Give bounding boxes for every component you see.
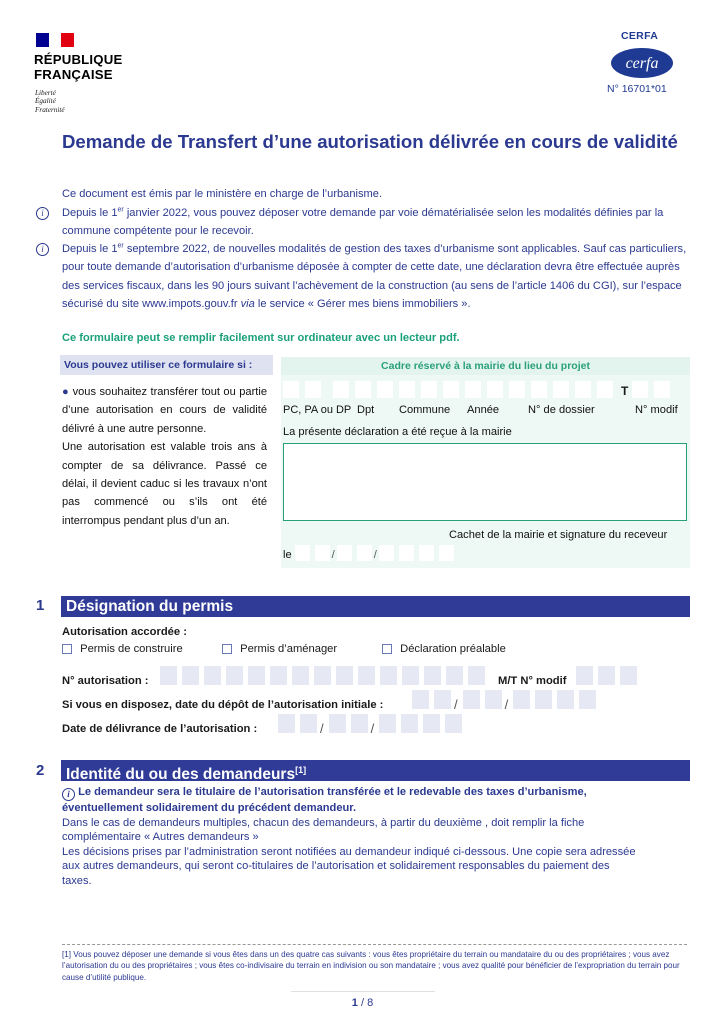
digit-box[interactable] (468, 666, 485, 685)
motto-fraternite: Fraternité (35, 105, 65, 114)
auth-number-field (160, 666, 490, 688)
digit-box[interactable] (553, 381, 569, 398)
digit-box[interactable] (654, 381, 670, 398)
digit-box[interactable] (160, 666, 177, 685)
use-box-text: ● vous souhaitez transférer tout ou partie d’une autorisation en cours de validité délivré à une autre personne. Une autorisation est valable trois ans à compter de sa délivrance. Passé ce délai, il devient caduc si les travaux n’ont pas commencé ou s’ils ont été interrompus pendant plus d’un an. (62, 386, 268, 527)
digit-box[interactable] (333, 381, 349, 398)
digit-box[interactable] (575, 381, 591, 398)
option-label: Permis de construire (80, 643, 183, 655)
deposit-date-label: Si vous en disposez, date du dépôt de l’autorisation initiale : (62, 699, 384, 711)
digit-box[interactable] (412, 690, 429, 709)
republic-motto (35, 89, 65, 114)
digit-box[interactable] (305, 381, 321, 398)
digit-box[interactable] (401, 714, 418, 733)
option-permis-amenager[interactable] (222, 643, 337, 655)
deposit-date-field: / / (412, 690, 601, 712)
intro-taxes: Depuis le 1er septembre 2022, de nouvelles modalités de gestion des taxes d’urbanisme sont applicables. Sauf cas particuliers, pour toute demande d’autorisation d’urbanisme déposée à compter de cette date, une déclaration devra être effectuée auprès des services fiscaux, dans les 90 jours suivant l’achèvement de la construction (au sens de l’article 1406 du CGI), sur l’espace sécurisé du site www.impots.gouv.fr via le service « Gérer mes biens immobiliers ». (62, 242, 687, 311)
digit-box[interactable] (204, 666, 221, 685)
auth-number-label: N° autorisation : (62, 675, 149, 687)
digit-box[interactable] (292, 666, 309, 685)
info-icon: i (62, 788, 75, 801)
label-annee: Année (467, 404, 500, 416)
digit-box[interactable] (443, 381, 459, 398)
page-divider (291, 991, 435, 992)
label-commune: Commune (399, 404, 451, 416)
digit-box[interactable] (513, 690, 530, 709)
reception-date-field: le / / (283, 545, 459, 561)
dossier-number-boxes (283, 381, 670, 398)
digit-box[interactable] (597, 381, 613, 398)
digit-box[interactable] (465, 381, 481, 398)
digit-box[interactable] (421, 381, 437, 398)
intro-dematerialisee: Depuis le 1er janvier 2022, vous pouvez déposer votre demande par voie dématérialisée selon les modalités définies par la commune compétente pour le recevoir. (62, 206, 664, 238)
option-declaration-prealable[interactable] (382, 643, 506, 655)
section2-number: 2 (36, 762, 45, 779)
digit-box[interactable] (509, 381, 525, 398)
digit-box[interactable] (336, 666, 353, 685)
digit-box[interactable] (579, 690, 596, 709)
digit-box[interactable] (283, 381, 299, 398)
cerfa-number: N° 16701*01 (607, 83, 667, 95)
digit-box[interactable] (445, 714, 462, 733)
digit-box[interactable] (399, 545, 414, 561)
t-letter: T (621, 384, 629, 398)
option-label: Déclaration préalable (400, 643, 506, 655)
mairie-box-header: Cadre réservé à la mairie du lieu du projet (281, 357, 690, 375)
use-box-title: Vous pouvez utiliser ce formulaire si : (60, 355, 273, 375)
digit-box[interactable] (182, 666, 199, 685)
delivery-date-field: / / (278, 714, 467, 736)
digit-box[interactable] (329, 714, 346, 733)
mt-modif-label: M/T N° modif (498, 675, 567, 687)
digit-box[interactable] (358, 666, 375, 685)
digit-box[interactable] (598, 666, 615, 685)
digit-box[interactable] (278, 714, 295, 733)
modif-number-field (576, 666, 642, 688)
label-modif: N° modif (635, 404, 678, 416)
section2-title: Identité du ou des demandeurs[1] (61, 760, 690, 781)
digit-box[interactable] (402, 666, 419, 685)
digit-box[interactable] (434, 690, 451, 709)
digit-box[interactable] (357, 545, 372, 561)
republique-line1: RÉPUBLIQUE (34, 52, 123, 67)
digit-box[interactable] (446, 666, 463, 685)
info-icon: i (36, 207, 49, 220)
cerfa-logo (610, 47, 674, 79)
cerfa-logo-text: cerfa (625, 55, 659, 72)
republique-francaise-logo (34, 53, 122, 82)
page-title: Demande de Transfert d’une autorisation délivrée en cours de validité (62, 131, 678, 152)
digit-box[interactable] (439, 545, 454, 561)
stamp-label: Cachet de la mairie et signature du receveur (449, 529, 668, 541)
reception-stamp-field[interactable] (283, 443, 687, 521)
checkbox[interactable] (222, 644, 232, 654)
digit-box[interactable] (487, 381, 503, 398)
page-number: 1 / 8 (351, 997, 374, 1009)
info-icon: i (36, 243, 49, 256)
republique-line2: FRANÇAISE (34, 66, 113, 82)
section1-title: Désignation du permis (61, 596, 690, 617)
digit-box[interactable] (379, 714, 396, 733)
intro-line1: Ce document est émis par le ministère en charge de l’urbanisme. (62, 188, 383, 200)
received-label: La présente déclaration a été reçue à la mairie (283, 426, 512, 438)
digit-box[interactable] (620, 666, 637, 685)
digit-box[interactable] (377, 381, 393, 398)
digit-box[interactable] (380, 666, 397, 685)
digit-box[interactable] (226, 666, 243, 685)
motto-liberte: Liberté (35, 89, 56, 97)
digit-box[interactable] (399, 381, 415, 398)
bullet-icon: ● (62, 386, 70, 398)
digit-box[interactable] (485, 690, 502, 709)
digit-box[interactable] (351, 714, 368, 733)
section2-info: i Le demandeur sera le titulaire de l’autorisation transférée et le redevable des taxes d’urbanisme, éventuellement solidairement du précédent demandeur. Dans le cas de demandeurs multiples, chacun des demandeurs, à partir du deuxième , doit remplir la fiche complémentaire « Autres demandeurs » Les décisions prises par l’administration seront notifiées au demandeur indiqué ci-dessous. Une copie sera adressée aux autres demandeurs, qui seront co-titulaires de l’autorisation et solidairement responsables du paiement des taxes. (62, 786, 636, 887)
digit-box[interactable] (300, 714, 317, 733)
motto-egalite: Égalité (35, 97, 56, 106)
digit-box[interactable] (314, 666, 331, 685)
digit-box[interactable] (423, 714, 440, 733)
digit-box[interactable] (463, 690, 480, 709)
digit-box[interactable] (424, 666, 441, 685)
granted-label: Autorisation accordée : (62, 626, 187, 638)
option-permis-construire[interactable] (62, 643, 183, 655)
digit-box[interactable] (419, 545, 434, 561)
footnote-divider (62, 944, 687, 945)
checkbox[interactable] (62, 644, 72, 654)
digit-box[interactable] (270, 666, 287, 685)
digit-box[interactable] (531, 381, 547, 398)
digit-box[interactable] (315, 545, 330, 561)
marianne-flag-logo (36, 33, 74, 47)
digit-box[interactable] (535, 690, 552, 709)
footnote: [1] Vous pouvez déposer une demande si vous êtes dans un des quatre cas suivants : vous êtes propriétaire du terrain ou mandataire du ou des propriétaires ; vous avez l’autorisation du ou des propriétaires ; vous êtes co-indivisaire du terrain en indivision ou son mandataire ; vous avez qualité pour bénéficier de l’expropriation du terrain pour cause d’utilité publique. (62, 950, 680, 982)
label-pc: PC, PA ou DP (283, 404, 352, 416)
le-label: le (283, 549, 292, 561)
digit-box[interactable] (632, 381, 648, 398)
cerfa-label: CERFA (621, 30, 659, 42)
fill-hint: Ce formulaire peut se remplir facilement sur ordinateur avec un lecteur pdf. (62, 332, 460, 344)
digit-box[interactable] (337, 545, 352, 561)
digit-box[interactable] (576, 666, 593, 685)
digit-box[interactable] (295, 545, 310, 561)
section1-number: 1 (36, 597, 45, 614)
option-label: Permis d’aménager (240, 643, 338, 655)
delivery-date-label: Date de délivrance de l’autorisation : (62, 723, 258, 735)
label-dpt: Dpt (357, 404, 375, 416)
label-dossier: N° de dossier (528, 404, 595, 416)
digit-box[interactable] (355, 381, 371, 398)
digit-box[interactable] (557, 690, 574, 709)
digit-box[interactable] (248, 666, 265, 685)
digit-box[interactable] (379, 545, 394, 561)
checkbox[interactable] (382, 644, 392, 654)
